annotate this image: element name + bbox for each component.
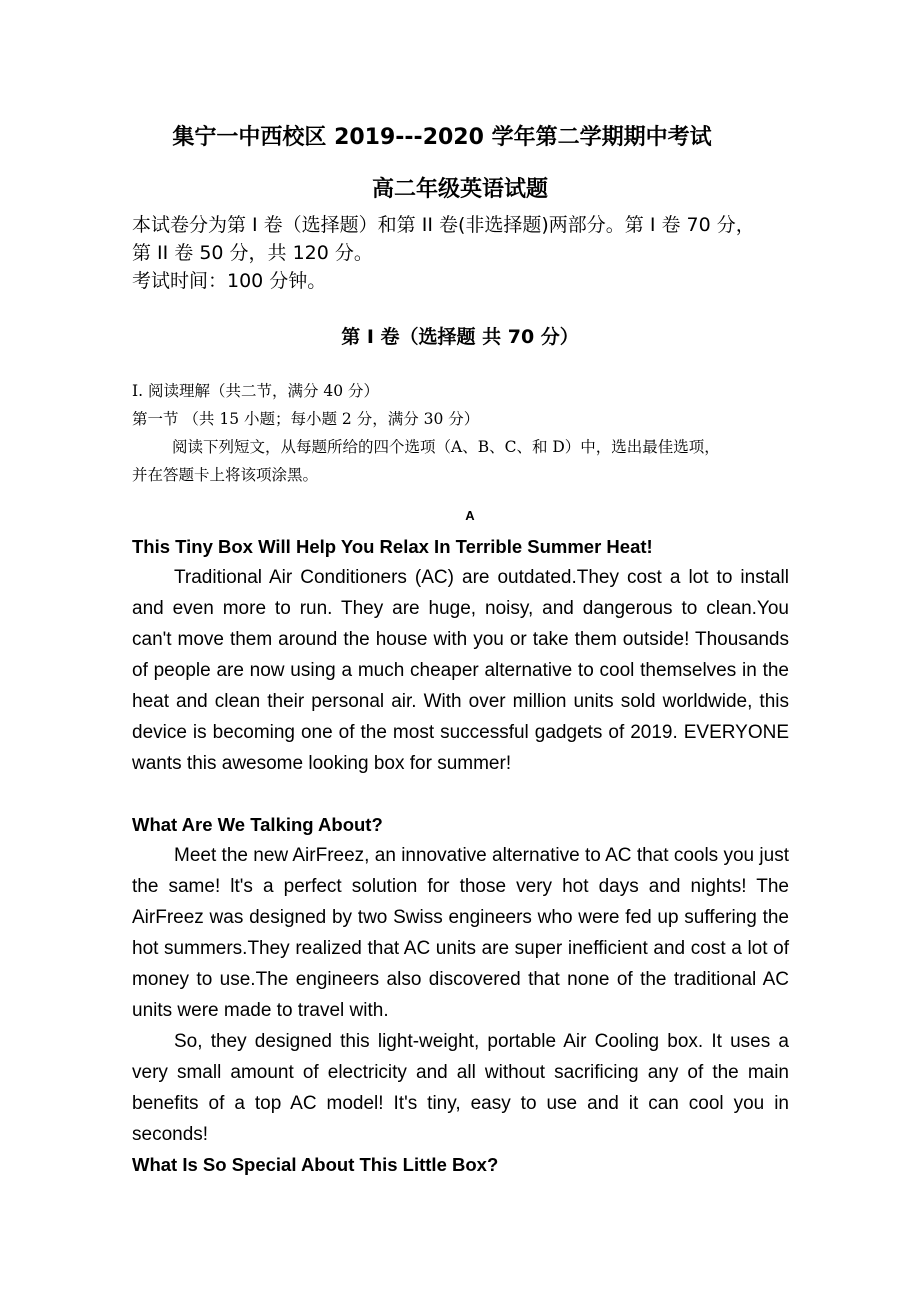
part-heading: I. 阅读理解（共二节，满分 40 分）	[132, 382, 380, 400]
intro-line-1: 本试卷分为第 I 卷（选择题）和第 II 卷(非选择题)两部分。第 I 卷 70 分，	[132, 214, 755, 236]
instruction-line-2: 并在答题卡上将该项涂黑。	[132, 466, 319, 484]
exam-time: 考试时间：100 分钟。	[132, 270, 327, 292]
passage-paragraph-3: So, they designed this light-weight, portable Air Cooling box. It uses a very small amount of electricity and all without sacrificing any of the main benefits of a top AC model! It's tiny, easy to use and it can cool you in seconds!	[132, 1031, 789, 1145]
intro-line-2: 第 II 卷 50 分，共 120 分。	[132, 242, 373, 264]
instruction-line-1: 阅读下列短文，从每题所给的四个选项（A、B、C、和 D）中，选出最佳选项，	[172, 438, 720, 456]
passage-heading-2: What Are We Talking About?	[132, 814, 383, 835]
section-title: 第 I 卷（选择题 共 70 分）	[341, 326, 579, 348]
subsection-heading: 第一节 （共 15 小题；每小题 2 分，满分 30 分）	[132, 410, 480, 428]
passage-label: A	[465, 508, 475, 523]
exam-subtitle: 高二年级英语试题	[371, 177, 548, 202]
passage-title: This Tiny Box Will Help You Relax In Terrible Summer Heat!	[132, 536, 653, 557]
exam-title: 集宁一中西校区 2019---2020 学年第二学期期中考试	[172, 125, 712, 150]
passage-paragraph-2: Meet the new AirFreez, an innovative alternative to AC that cools you just the same! lt's a perfect solution for those very hot days and nights! The AirFreez was designed by two Swiss engineers who were fed up suffering the hot summers.They realized that AC units are super inefficient and cost a lot of money to use.The engineers also discovered that none of the traditional AC units were made to travel with.	[132, 845, 789, 1021]
passage-paragraph-1: Traditional Air Conditioners (AC) are outdated.They cost a lot to install and even more to run. They are huge, noisy, and dangerous to clean.You can't move them around the house with you or take them outside! Thousands of people are now using a much cheaper alternative to cool themselves in the heat and clean their personal air. With over million units sold worldwide, this device is becoming one of the most successful gadgets of 2019. EVERYONE wants this awesome looking box for summer!	[132, 567, 789, 774]
passage-heading-3: What Is So Special About This Little Box?	[132, 1154, 499, 1175]
